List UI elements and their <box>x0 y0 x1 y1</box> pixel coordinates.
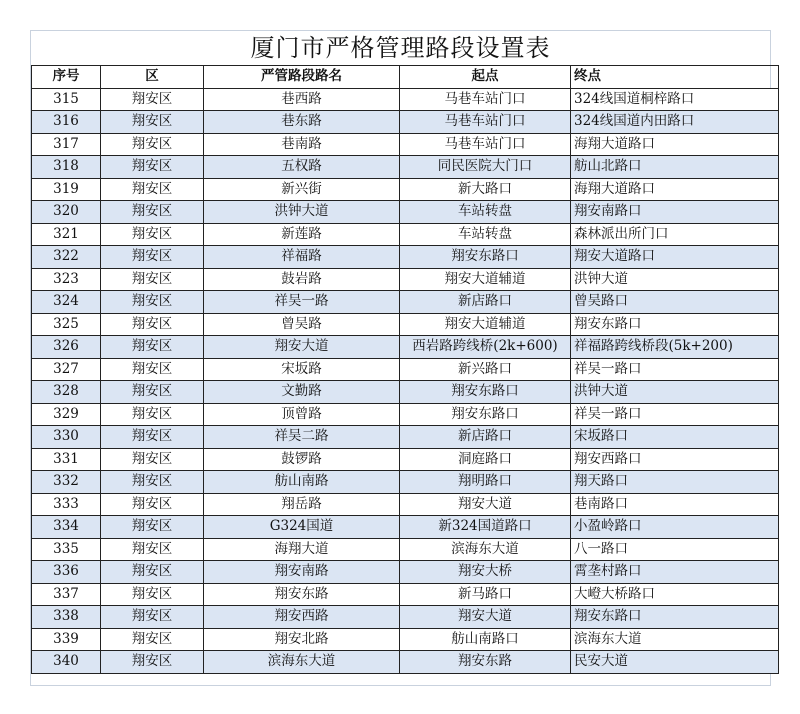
cell-road[interactable]: 巷西路 <box>204 88 400 111</box>
table-row <box>32 381 779 404</box>
cell-road[interactable]: 滨海东大道 <box>204 651 400 674</box>
cell-start[interactable]: 翔安东路口 <box>400 403 571 426</box>
cell-end[interactable]: 八一路口 <box>571 538 779 561</box>
cell-district[interactable]: 翔安区 <box>101 133 204 156</box>
cell-no[interactable]: 334 <box>32 516 101 539</box>
table-row <box>32 583 779 606</box>
cell-end[interactable]: 翔天路口 <box>571 471 779 494</box>
cell-end[interactable]: 翔安南路口 <box>571 201 779 224</box>
cell-road[interactable]: 祥福路 <box>204 246 400 269</box>
cell-road[interactable]: 新兴街 <box>204 178 400 201</box>
table-row <box>32 178 779 201</box>
cell-start[interactable]: 翔安东路口 <box>400 381 571 404</box>
cell-start[interactable]: 马巷车站门口 <box>400 88 571 111</box>
cell-district[interactable]: 翔安区 <box>101 516 204 539</box>
table-row <box>32 313 779 336</box>
cell-end[interactable]: 民安大道 <box>571 651 779 674</box>
cell-end[interactable]: 翔安大道路口 <box>571 246 779 269</box>
cell-district[interactable]: 翔安区 <box>101 111 204 134</box>
table-row <box>32 493 779 516</box>
cell-road[interactable]: 曾吴路 <box>204 313 400 336</box>
cell-road[interactable]: 翔安北路 <box>204 628 400 651</box>
table-row <box>32 403 779 426</box>
cell-road[interactable]: 宋坂路 <box>204 358 400 381</box>
cell-end[interactable]: 舫山北路口 <box>571 156 779 179</box>
cell-no[interactable]: 335 <box>32 538 101 561</box>
cell-district[interactable]: 翔安区 <box>101 313 204 336</box>
cell-no[interactable]: 328 <box>32 381 101 404</box>
table-row <box>32 223 779 246</box>
cell-district[interactable]: 翔安区 <box>101 291 204 314</box>
cell-district[interactable]: 翔安区 <box>101 403 204 426</box>
header-no[interactable]: 序号 <box>32 66 101 89</box>
cell-end[interactable]: 祥福路跨线桥段(5k+200) <box>571 336 779 359</box>
cell-start[interactable]: 马巷车站门口 <box>400 133 571 156</box>
cell-end[interactable]: 324线国道内田路口 <box>571 111 779 134</box>
cell-no[interactable]: 339 <box>32 628 101 651</box>
cell-start[interactable]: 翔安大桥 <box>400 561 571 584</box>
cell-district[interactable]: 翔安区 <box>101 268 204 291</box>
cell-start[interactable]: 新店路口 <box>400 291 571 314</box>
cell-start[interactable]: 翔明路口 <box>400 471 571 494</box>
cell-district[interactable]: 翔安区 <box>101 336 204 359</box>
table-row <box>32 201 779 224</box>
cell-start[interactable]: 新店路口 <box>400 426 571 449</box>
cell-no[interactable]: 316 <box>32 111 101 134</box>
table-row <box>32 538 779 561</box>
cell-start[interactable]: 翔安大道 <box>400 493 571 516</box>
table-row <box>32 606 779 629</box>
cell-district[interactable]: 翔安区 <box>101 493 204 516</box>
cell-start[interactable]: 舫山南路口 <box>400 628 571 651</box>
table-row <box>32 471 779 494</box>
cell-road[interactable]: 鼓锣路 <box>204 448 400 471</box>
cell-start[interactable]: 新兴路口 <box>400 358 571 381</box>
cell-no[interactable]: 320 <box>32 201 101 224</box>
table-row <box>32 651 779 674</box>
cell-no[interactable]: 315 <box>32 88 101 111</box>
table-header <box>32 66 779 89</box>
cell-end[interactable]: 翔安东路口 <box>571 313 779 336</box>
table-row <box>32 291 779 314</box>
cell-end[interactable]: 霄垄村路口 <box>571 561 779 584</box>
header-end[interactable]: 终点 <box>571 66 779 89</box>
cell-road[interactable]: 翔岳路 <box>204 493 400 516</box>
cell-district[interactable]: 翔安区 <box>101 561 204 584</box>
table-body <box>32 88 779 673</box>
cell-no[interactable]: 330 <box>32 426 101 449</box>
cell-start[interactable]: 洞庭路口 <box>400 448 571 471</box>
table-row <box>32 628 779 651</box>
cell-road[interactable]: 翔安西路 <box>204 606 400 629</box>
cell-start[interactable]: 新大路口 <box>400 178 571 201</box>
cell-end[interactable]: 滨海东大道 <box>571 628 779 651</box>
cell-start[interactable]: 翔安大道 <box>400 606 571 629</box>
cell-no[interactable]: 317 <box>32 133 101 156</box>
cell-road[interactable]: 翔安南路 <box>204 561 400 584</box>
cell-district[interactable]: 翔安区 <box>101 471 204 494</box>
cell-road[interactable]: 文勤路 <box>204 381 400 404</box>
road-table <box>31 65 779 674</box>
table-row <box>32 268 779 291</box>
cell-district[interactable]: 翔安区 <box>101 426 204 449</box>
cell-road[interactable]: G324国道 <box>204 516 400 539</box>
cell-road[interactable]: 巷南路 <box>204 133 400 156</box>
cell-district[interactable]: 翔安区 <box>101 448 204 471</box>
cell-road[interactable]: 海翔大道 <box>204 538 400 561</box>
cell-no[interactable]: 327 <box>32 358 101 381</box>
cell-end[interactable]: 海翔大道路口 <box>571 133 779 156</box>
cell-end[interactable]: 曾吴路口 <box>571 291 779 314</box>
cell-start[interactable]: 同民医院大门口 <box>400 156 571 179</box>
cell-district[interactable]: 翔安区 <box>101 381 204 404</box>
table-row <box>32 426 779 449</box>
cell-road[interactable]: 洪钟大道 <box>204 201 400 224</box>
cell-end[interactable]: 324线国道桐梓路口 <box>571 88 779 111</box>
cell-end[interactable]: 洪钟大道 <box>571 381 779 404</box>
cell-district[interactable]: 翔安区 <box>101 538 204 561</box>
table-row <box>32 246 779 269</box>
cell-road[interactable]: 鼓岩路 <box>204 268 400 291</box>
cell-no[interactable]: 325 <box>32 313 101 336</box>
cell-road[interactable]: 巷东路 <box>204 111 400 134</box>
cell-road[interactable]: 舫山南路 <box>204 471 400 494</box>
table-row <box>32 88 779 111</box>
cell-no[interactable]: 318 <box>32 156 101 179</box>
cell-start[interactable]: 翔安大道辅道 <box>400 268 571 291</box>
cell-no[interactable]: 331 <box>32 448 101 471</box>
cell-district[interactable]: 翔安区 <box>101 651 204 674</box>
cell-start[interactable]: 翔安东路 <box>400 651 571 674</box>
cell-start[interactable]: 翔安大道辅道 <box>400 313 571 336</box>
cell-road[interactable]: 五权路 <box>204 156 400 179</box>
table-row <box>32 448 779 471</box>
cell-road[interactable]: 顶曾路 <box>204 403 400 426</box>
cell-road[interactable]: 翔安大道 <box>204 336 400 359</box>
cell-no[interactable]: 337 <box>32 583 101 606</box>
cell-end[interactable]: 海翔大道路口 <box>571 178 779 201</box>
cell-road[interactable]: 祥吴二路 <box>204 426 400 449</box>
cell-start[interactable]: 马巷车站门口 <box>400 111 571 134</box>
cell-end[interactable]: 宋坂路口 <box>571 426 779 449</box>
cell-end[interactable]: 祥吴一路口 <box>571 403 779 426</box>
cell-district[interactable]: 翔安区 <box>101 246 204 269</box>
cell-end[interactable]: 祥吴一路口 <box>571 358 779 381</box>
cell-no[interactable]: 336 <box>32 561 101 584</box>
header-row <box>32 66 779 89</box>
cell-end[interactable]: 翔安东路口 <box>571 606 779 629</box>
header-road[interactable]: 严管路段路名 <box>204 66 400 89</box>
cell-road[interactable]: 祥吴一路 <box>204 291 400 314</box>
cell-road[interactable]: 翔安东路 <box>204 583 400 606</box>
cell-district[interactable]: 翔安区 <box>101 606 204 629</box>
cell-start[interactable]: 西岩路跨线桥(2k+600) <box>400 336 571 359</box>
cell-district[interactable]: 翔安区 <box>101 583 204 606</box>
cell-district[interactable]: 翔安区 <box>101 178 204 201</box>
table-row <box>32 516 779 539</box>
table-row <box>32 358 779 381</box>
header-district[interactable]: 区 <box>101 66 204 89</box>
cell-district[interactable]: 翔安区 <box>101 88 204 111</box>
cell-start[interactable]: 翔安东路口 <box>400 246 571 269</box>
cell-no[interactable]: 323 <box>32 268 101 291</box>
cell-no[interactable]: 340 <box>32 651 101 674</box>
header-start[interactable]: 起点 <box>400 66 571 89</box>
cell-no[interactable]: 333 <box>32 493 101 516</box>
cell-no[interactable]: 329 <box>32 403 101 426</box>
cell-end[interactable]: 小盈岭路口 <box>571 516 779 539</box>
cell-start[interactable]: 新324国道路口 <box>400 516 571 539</box>
cell-district[interactable]: 翔安区 <box>101 358 204 381</box>
cell-district[interactable]: 翔安区 <box>101 156 204 179</box>
table-title: 厦门市严格管理路段设置表 <box>250 34 551 62</box>
cell-start[interactable]: 车站转盘 <box>400 201 571 224</box>
table-row <box>32 336 779 359</box>
cell-end[interactable]: 翔安西路口 <box>571 448 779 471</box>
cell-no[interactable]: 326 <box>32 336 101 359</box>
cell-district[interactable]: 翔安区 <box>101 223 204 246</box>
cell-no[interactable]: 332 <box>32 471 101 494</box>
table-row <box>32 156 779 179</box>
table-row <box>32 111 779 134</box>
cell-no[interactable]: 319 <box>32 178 101 201</box>
cell-start[interactable]: 车站转盘 <box>400 223 571 246</box>
cell-end[interactable]: 森林派出所门口 <box>571 223 779 246</box>
cell-start[interactable]: 滨海东大道 <box>400 538 571 561</box>
cell-no[interactable]: 322 <box>32 246 101 269</box>
cell-end[interactable]: 巷南路口 <box>571 493 779 516</box>
cell-district[interactable]: 翔安区 <box>101 628 204 651</box>
cell-district[interactable]: 翔安区 <box>101 201 204 224</box>
cell-no[interactable]: 338 <box>32 606 101 629</box>
cell-start[interactable]: 新马路口 <box>400 583 571 606</box>
cell-road[interactable]: 新莲路 <box>204 223 400 246</box>
table-row <box>32 561 779 584</box>
table-row <box>32 133 779 156</box>
cell-end[interactable]: 大嶝大桥路口 <box>571 583 779 606</box>
cell-no[interactable]: 324 <box>32 291 101 314</box>
spreadsheet-sheet <box>30 30 771 686</box>
cell-end[interactable]: 洪钟大道 <box>571 268 779 291</box>
cell-no[interactable]: 321 <box>32 223 101 246</box>
